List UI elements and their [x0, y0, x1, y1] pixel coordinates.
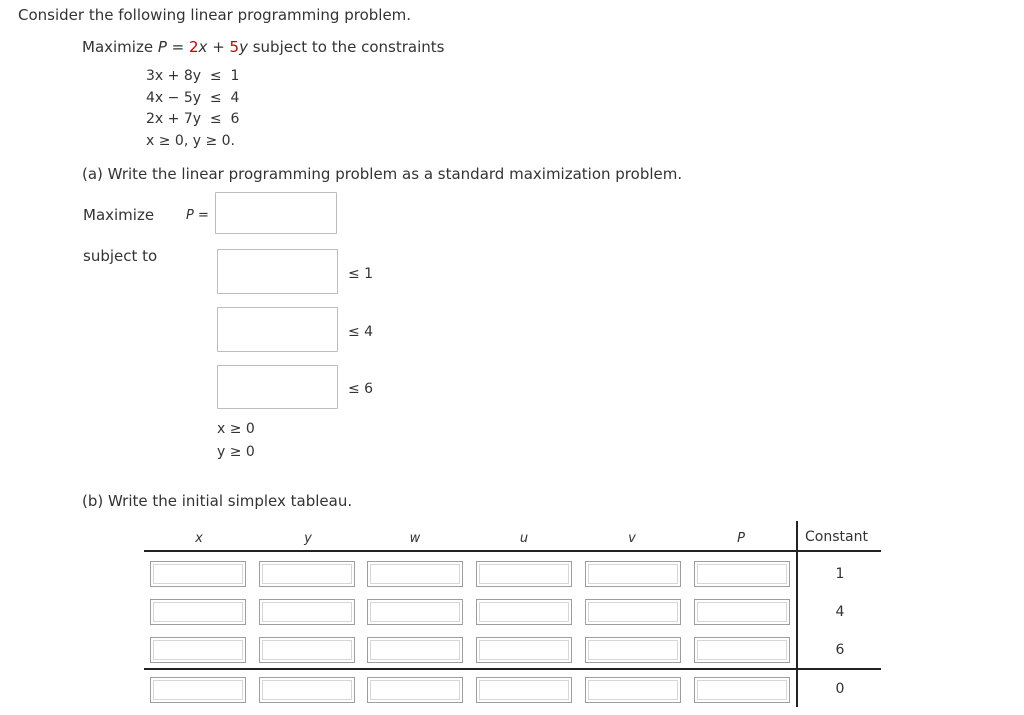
tableau-constant: 1 — [835, 566, 845, 582]
tableau-header-v: v — [628, 531, 636, 546]
constraint-1: 3x + 8y ≤ 1 — [146, 68, 240, 84]
tableau-cell[interactable] — [259, 561, 355, 587]
tableau-cell[interactable] — [367, 677, 463, 703]
tableau-cell[interactable] — [694, 561, 790, 587]
tableau-header-p: P — [737, 531, 745, 546]
objective-input[interactable] — [215, 192, 337, 234]
constraint-3-input[interactable] — [217, 365, 338, 409]
objective-suffix: subject to the constraints — [247, 38, 445, 56]
tableau-cell[interactable] — [694, 677, 790, 703]
tableau-cell[interactable] — [585, 637, 681, 663]
nonneg-x: x ≥ 0 — [217, 421, 255, 437]
intro-text: Consider the following linear programming problem. — [18, 6, 412, 24]
constraint-1-input[interactable] — [217, 249, 338, 294]
subject-to-label: subject to — [83, 247, 158, 265]
tableau-cell[interactable] — [476, 561, 572, 587]
objective-var-x: x — [198, 38, 208, 56]
constraint-3-rhs: ≤ 6 — [348, 381, 374, 397]
objective-coef-x: 2 — [188, 38, 199, 56]
objective-prefix: Maximize — [82, 38, 158, 56]
tableau-cell[interactable] — [367, 561, 463, 587]
constraint-2-input[interactable] — [217, 307, 338, 352]
part-b-prompt: (b) Write the initial simplex tableau. — [82, 492, 353, 510]
tableau-cell[interactable] — [259, 677, 355, 703]
tableau-cell[interactable] — [150, 677, 246, 703]
tableau-header-u: u — [519, 531, 529, 546]
constraint-3: 2x + 7y ≤ 6 — [146, 111, 240, 127]
tableau-cell[interactable] — [367, 599, 463, 625]
nonneg-y: y ≥ 0 — [217, 444, 255, 460]
tableau-header-w: w — [409, 531, 421, 546]
tableau-header-y: y — [304, 531, 312, 546]
objective-var-y: y — [239, 38, 248, 56]
tableau-cell[interactable] — [694, 599, 790, 625]
tableau-cell[interactable] — [585, 599, 681, 625]
p-equals-label: P = — [186, 208, 209, 223]
tableau-objective-rule — [144, 668, 881, 670]
tableau-constant: 0 — [835, 681, 845, 697]
tableau-cell[interactable] — [259, 637, 355, 663]
part-a-prompt: (a) Write the linear programming problem as a standard maximization problem. — [82, 165, 683, 183]
tableau-header-constant: Constant — [805, 529, 868, 545]
objective-var: P — [157, 38, 167, 56]
constraint-nonneg: x ≥ 0, y ≥ 0. — [146, 133, 235, 149]
objective-coef-y: 5 — [229, 38, 240, 56]
objective-eq: = — [166, 38, 189, 56]
constraint-2-rhs: ≤ 4 — [348, 324, 374, 340]
tableau-header-x: x — [195, 531, 203, 546]
tableau-cell[interactable] — [259, 599, 355, 625]
tableau-cell[interactable] — [585, 561, 681, 587]
tableau-header-rule — [144, 550, 881, 552]
tableau-cell[interactable] — [585, 677, 681, 703]
tableau-constant: 6 — [835, 642, 845, 658]
tableau-cell[interactable] — [476, 677, 572, 703]
tableau-cell[interactable] — [476, 637, 572, 663]
constraint-1-rhs: ≤ 1 — [348, 266, 374, 282]
objective-line — [82, 38, 444, 56]
tableau-cell[interactable] — [476, 599, 572, 625]
constraint-2: 4x − 5y ≤ 4 — [146, 90, 240, 106]
tableau-cell[interactable] — [694, 637, 790, 663]
maximize-label: Maximize — [83, 206, 155, 224]
tableau-cell[interactable] — [150, 561, 246, 587]
tableau-cell[interactable] — [150, 637, 246, 663]
tableau-cell[interactable] — [367, 637, 463, 663]
tableau-constant-divider — [796, 521, 798, 707]
objective-plus: + — [207, 38, 230, 56]
tableau-constant: 4 — [835, 604, 845, 620]
tableau-cell[interactable] — [150, 599, 246, 625]
